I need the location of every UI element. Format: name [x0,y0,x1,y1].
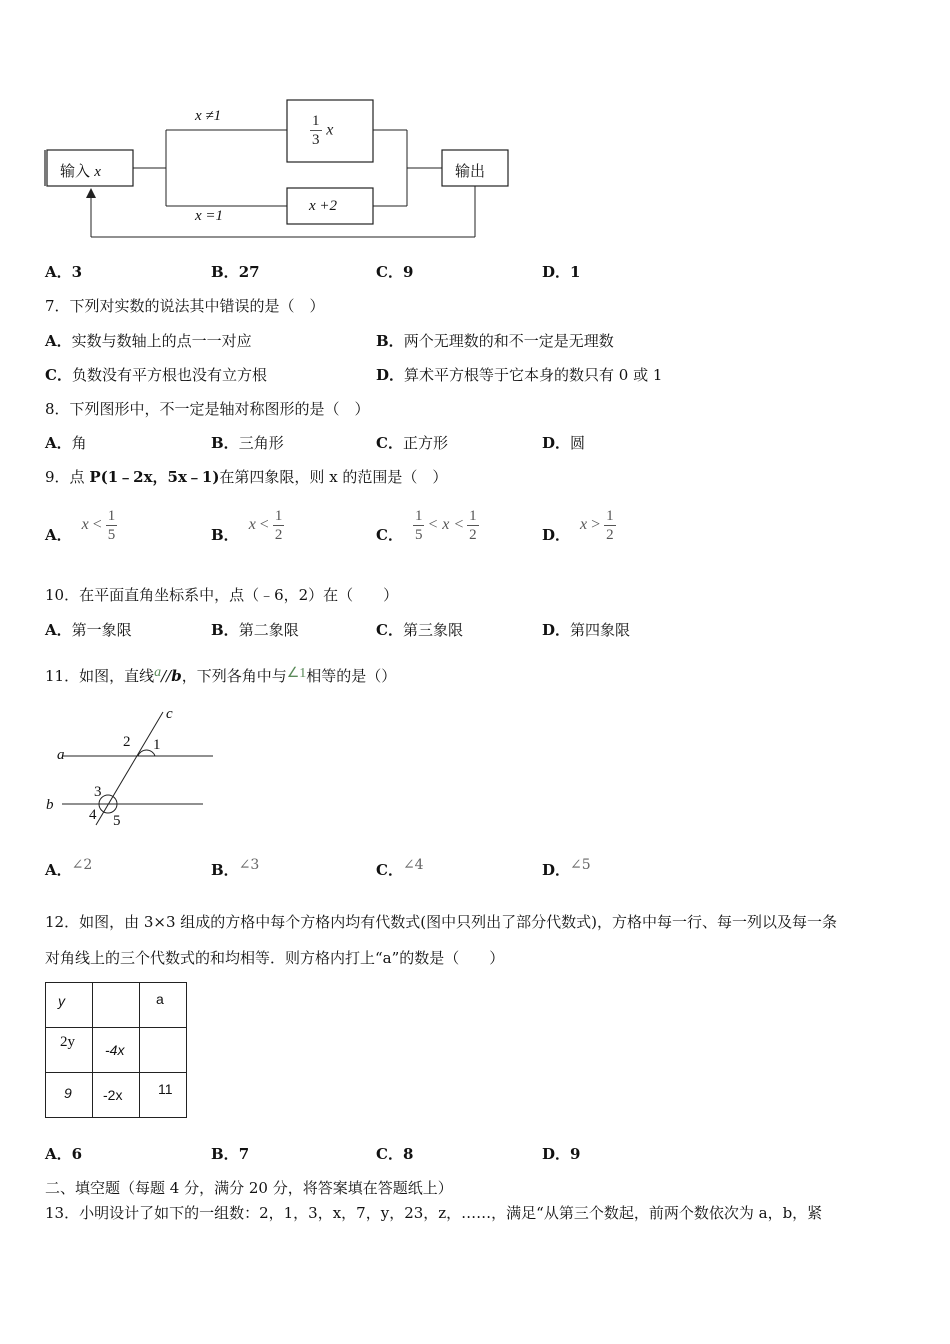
grid-cell: 11 [140,1073,187,1118]
q10-option-d[interactable]: D．第四象限 [542,621,631,639]
magic-square-grid [45,982,187,1118]
grid-cell [140,1028,187,1073]
q12-stem-line2: 对角线上的三个代数式的和均相等．则方格内打上“a”的数是（ ） [45,949,505,967]
grid-cell: 9 [46,1073,93,1118]
q9-option-a[interactable]: A． x < $\frac{1}{5}$ [45,507,116,544]
line-c-label: c [166,706,173,722]
q12-option-c[interactable]: C．8 [376,1145,414,1163]
angle-2-label: 2 [123,734,131,750]
flowchart-bottom-expression: x +2 [309,198,338,214]
q10-option-a[interactable]: A．第一象限 [45,621,132,639]
flowchart-cond-top: x ≠1 [195,108,222,124]
grid-row [46,983,187,1028]
parallel-lines-drawing [40,700,230,835]
q9-stem: 9．点 P(1﹣2x，5x﹣1)在第四象限，则 x 的范围是（ ） [45,468,448,486]
q10-option-c[interactable]: C．第三象限 [376,621,463,639]
q6-option-a[interactable]: A．3 [45,263,83,281]
q9-option-b[interactable]: B． x < $\frac{1}{2}$ [211,507,283,544]
angle-3-label: 3 [94,784,102,800]
q12-option-b[interactable]: B．7 [211,1145,250,1163]
flowchart-output-label: 输出 [455,163,486,180]
line-b-label: b [46,797,54,813]
grid-cell: -2x [93,1073,140,1118]
section-2-title: 二、填空题（每题 4 分，满分 20 分，将答案填在答题纸上） [45,1179,453,1197]
q11-stem: 11．如图，直线a//b，下列各角中与∠1相等的是（） [45,665,397,685]
flowchart-lines [40,92,520,247]
q7-option-c[interactable]: C．负数没有平方根也没有立方根 [45,366,267,384]
q8-stem: 8．下列图形中，不一定是轴对称图形的是（ ） [45,400,370,418]
q7-option-d[interactable]: D．算术平方根等于它本身的数只有 0 或 1 [376,366,663,384]
q12-stem-line1: 12．如图，由 3×3 组成的方格中每个方格内均有代数式(图中只列出了部分代数式)，方格中每一行、每一列以及每一条 [45,913,837,931]
q7-stem: 7．下列对实数的说法其中错误的是（ ） [45,297,325,315]
q7-option-a[interactable]: A．实数与数轴上的点一一对应 [45,332,252,350]
grid-row [46,1073,187,1118]
q9-option-c[interactable]: C． $\frac{1}{5}$ < x < $\frac{1}{2}$ [376,507,477,544]
q8-option-c[interactable]: C．正方形 [376,434,448,452]
grid-cell: a [140,983,187,1028]
flowchart-cond-bottom: x =1 [195,208,224,224]
q11-option-b[interactable]: B．∠3 [211,857,260,879]
q13-stem: 13．小明设计了如下的一组数：2，1，3，x，7，y，23，z，……，满足“从第三个数起，前两个数依次为 a，b，紧 [45,1204,823,1222]
q6-option-d[interactable]: D．1 [542,263,581,281]
q10-option-b[interactable]: B．第二象限 [211,621,299,639]
q11-option-c[interactable]: C．∠4 [376,857,424,879]
q8-option-d[interactable]: D．圆 [542,434,586,452]
q9-option-d[interactable]: D． x > $\frac{1}{2}$ [542,507,614,544]
angle-1-label: 1 [153,737,161,753]
grid-cell: 2y [46,1028,93,1073]
grid-cell: y [46,983,93,1028]
grid-cell [93,983,140,1028]
q12-option-d[interactable]: D．9 [542,1145,581,1163]
q12-option-a[interactable]: A．6 [45,1145,83,1163]
q10-stem: 10．在平面直角坐标系中，点（﹣6，2）在（ ） [45,586,399,604]
angle-5-label: 5 [113,813,121,829]
grid-row [46,1028,187,1073]
angle-4-label: 4 [89,807,97,823]
q11-option-d[interactable]: D．∠5 [542,857,591,879]
line-a-label: a [57,747,65,763]
flowchart-top-expression: $\frac{1}{3}$ x [312,113,334,148]
q8-option-a[interactable]: A．角 [45,434,87,452]
grid-cell: -4x [93,1028,140,1073]
q11-option-a[interactable]: A．∠2 [45,857,93,879]
q6-option-b[interactable]: B．27 [211,263,260,281]
q6-option-c[interactable]: C．9 [376,263,414,281]
q8-option-b[interactable]: B．三角形 [211,434,284,452]
q7-option-b[interactable]: B．两个无理数的和不一定是无理数 [376,332,614,350]
flowchart-input-label: 输入 x [60,163,101,180]
